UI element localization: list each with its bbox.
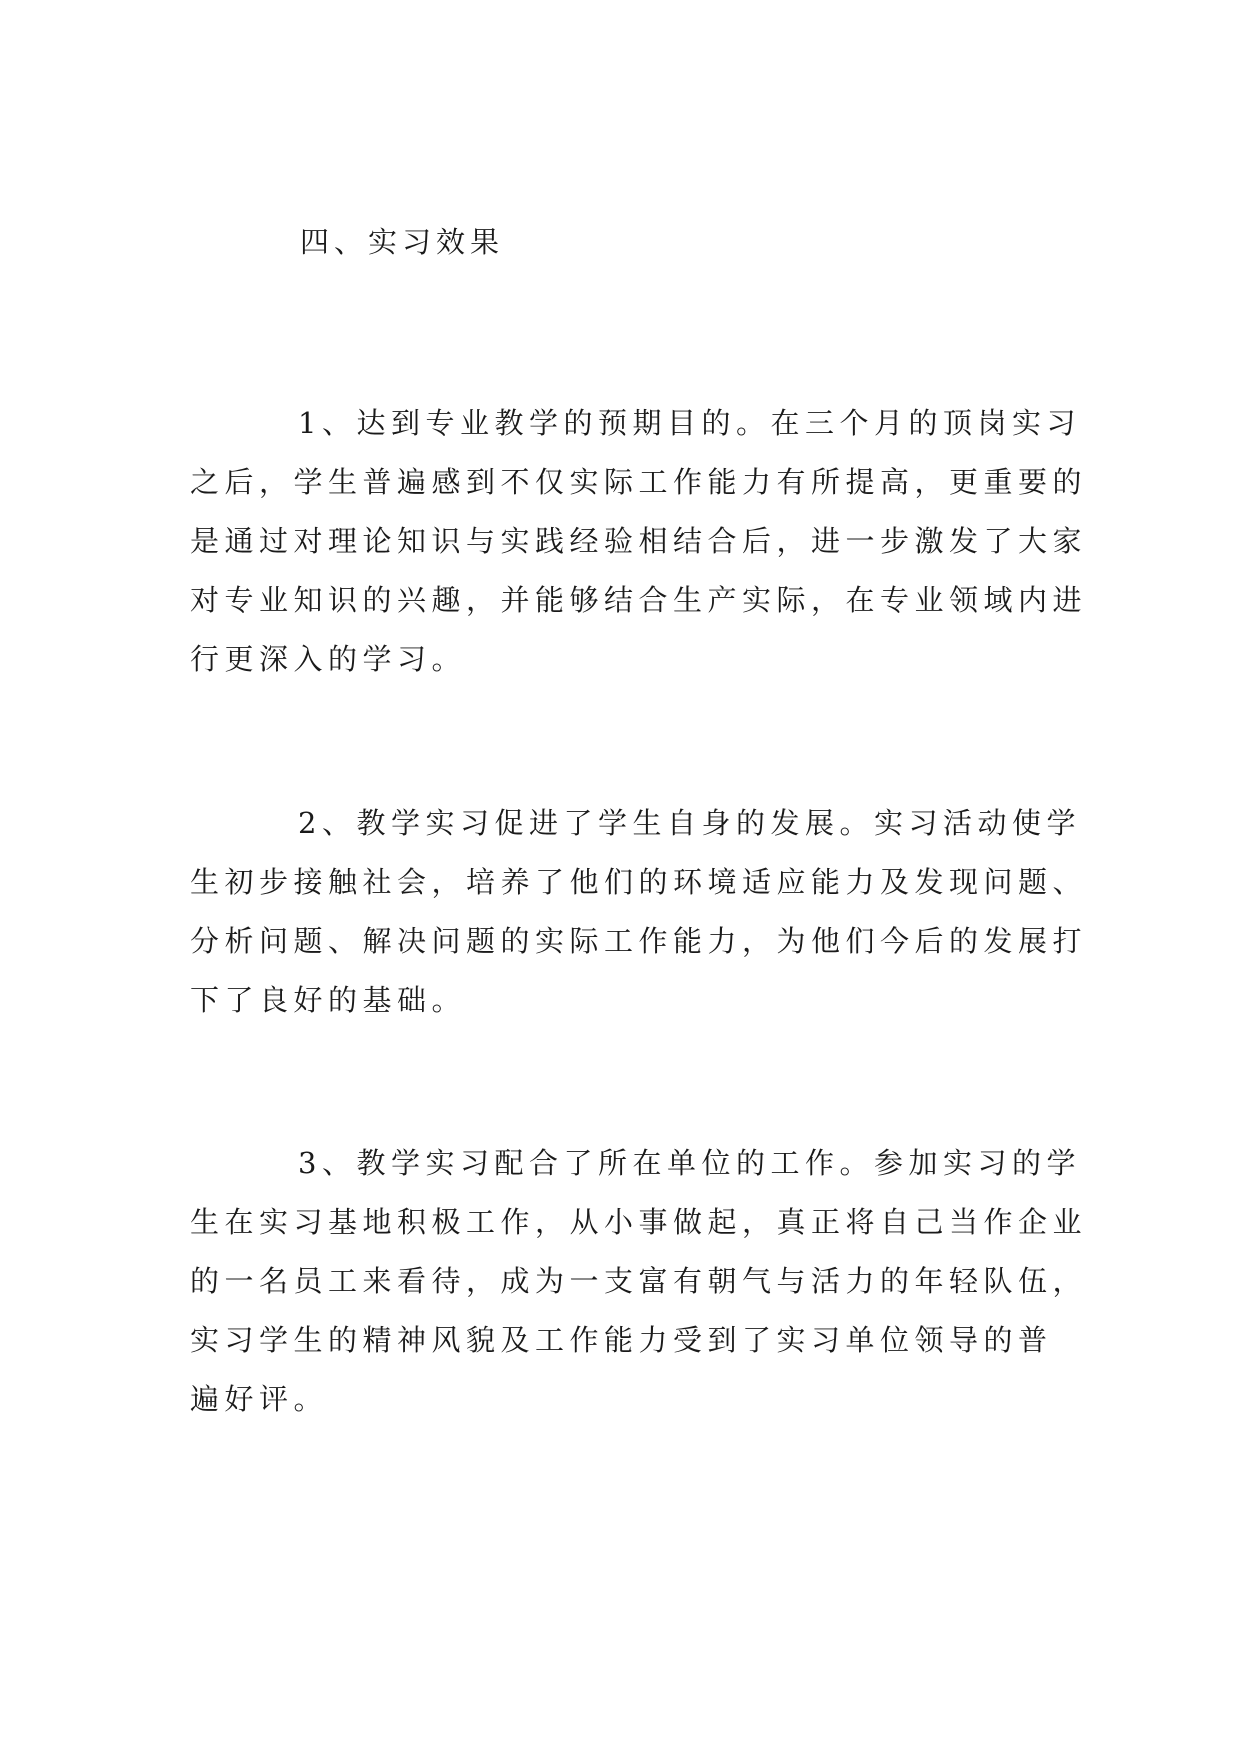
paragraph-line: 下了良好的基础。 [190, 983, 467, 1017]
paragraph-line: 遍好评。 [190, 1382, 329, 1416]
paragraph-line: 分析问题、解决问题的实际工作能力，为他们今后的发展打 [190, 924, 1088, 958]
paragraph-3 [190, 1134, 1090, 1429]
paragraph-2 [190, 794, 1090, 1030]
paragraph-line: 是通过对理论知识与实践经验相结合后，进一步激发了大家 [190, 524, 1088, 558]
paragraph-line: 1、达到专业教学的预期目的。在三个月的顶岗实习 [298, 406, 1081, 440]
paragraph-line: 生初步接触社会，培养了他们的环境适应能力及发现问题、 [190, 865, 1088, 899]
paragraph-line: 生在实习基地积极工作，从小事做起，真正将自己当作企业 [190, 1205, 1088, 1239]
paragraph-line: 之后，学生普遍感到不仅实际工作能力有所提高，更重要的 [190, 465, 1088, 499]
paragraph-line: 2、教学实习促进了学生自身的发展。实习活动使学 [298, 806, 1081, 840]
section-heading: 四、实习效果 [300, 225, 505, 259]
paragraph-line: 实习学生的精神风貌及工作能力受到了实习单位领导的普 [190, 1323, 1053, 1357]
paragraph-line: 行更深入的学习。 [190, 642, 467, 676]
paragraph-line: 3、教学实习配合了所在单位的工作。参加实习的学 [298, 1146, 1081, 1180]
paragraph-1 [190, 394, 1090, 689]
paragraph-line: 的一名员工来看待，成为一支富有朝气与活力的年轻队伍， [190, 1264, 1088, 1298]
paragraph-line: 对专业知识的兴趣，并能够结合生产实际，在专业领域内进 [190, 583, 1088, 617]
